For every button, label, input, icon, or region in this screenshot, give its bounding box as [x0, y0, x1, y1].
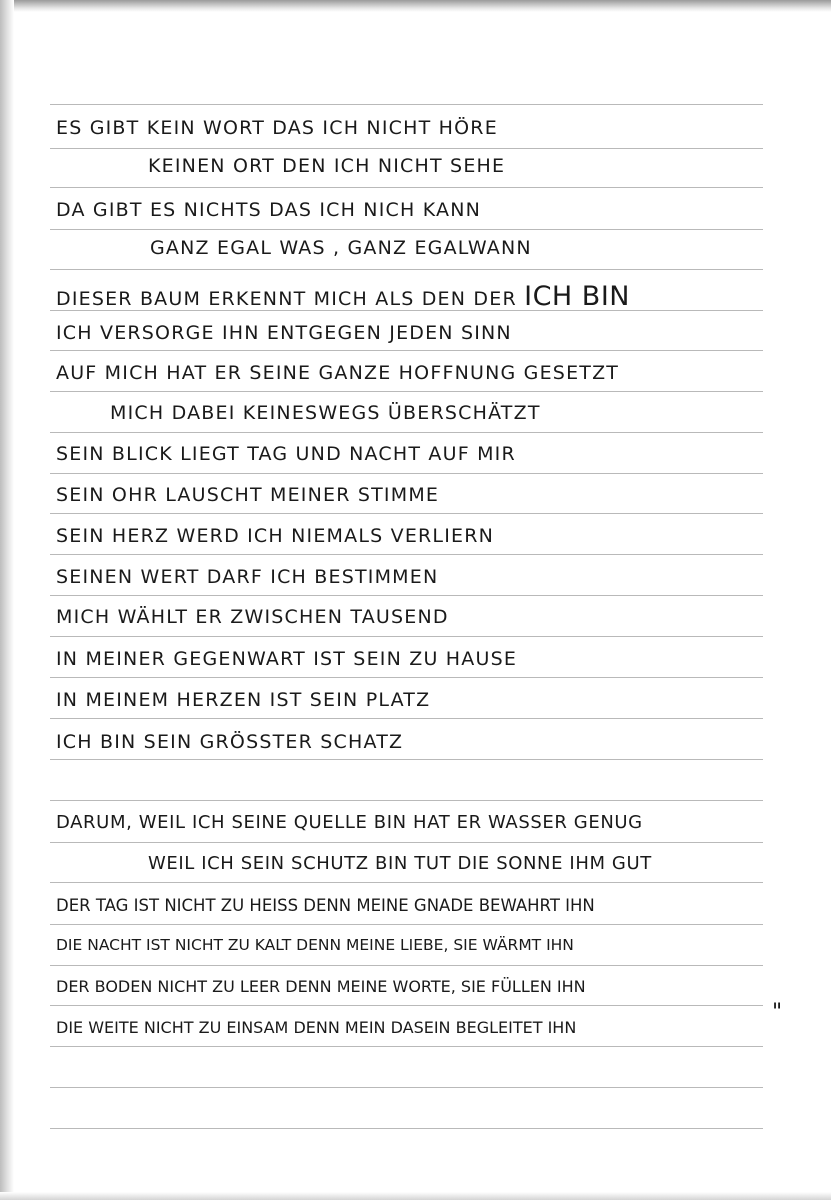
text-line	[56, 281, 630, 312]
ruled-line	[50, 595, 763, 596]
text-line: GANZ EGAL WAS , GANZ EGALWANN	[150, 237, 532, 259]
text-line-part: DIESER BAUM ERKENNT MICH ALS DEN DER	[56, 288, 517, 310]
ruled-line	[50, 636, 763, 637]
ruled-line	[50, 1005, 763, 1006]
text-line: AUF MICH HAT ER SEINE GANZE HOFFNUNG GESETZT	[56, 362, 620, 384]
page-bottom-edge	[0, 1192, 831, 1200]
ruled-line	[50, 800, 763, 801]
ruled-line	[50, 882, 763, 883]
ruled-line	[50, 269, 763, 270]
ruled-line	[50, 432, 763, 433]
ruled-line	[50, 842, 763, 843]
ruled-line	[50, 391, 763, 392]
text-line: ICH VERSORGE IHN ENTGEGEN JEDEN SINN	[56, 322, 512, 344]
text-line: DIE WEITE NICHT ZU EINSAM DENN MEIN DASEIN BEGLEITET IHN	[56, 1018, 577, 1037]
text-line: MICH DABEI KEINESWEGS ÜBERSCHÄTZT	[110, 402, 541, 424]
ruled-line	[50, 187, 763, 188]
ruled-line	[50, 513, 763, 514]
text-line: DER TAG IST NICHT ZU HEISS DENN MEINE GNADE BEWAHRT IHN	[56, 896, 595, 915]
text-line: IN MEINER GEGENWART IST SEIN ZU HAUSE	[56, 648, 518, 670]
ruled-line	[50, 965, 763, 966]
ruled-line	[50, 229, 763, 230]
ruled-line	[50, 104, 763, 105]
text-line: KEINEN ORT DEN ICH NICHT SEHE	[148, 155, 506, 177]
text-line: DIE NACHT IST NICHT ZU KALT DENN MEINE LIEBE, SIE WÄRMT IHN	[56, 936, 574, 954]
text-line: DA GIBT ES NICHTS DAS ICH NICH KANN	[56, 199, 482, 221]
closing-quote-mark: "	[772, 1000, 783, 1025]
ruled-line	[50, 924, 763, 925]
page-binding-edge	[0, 0, 14, 1200]
text-line: SEIN HERZ WERD ICH NIEMALS VERLIERN	[56, 525, 495, 547]
ruled-line	[50, 148, 763, 149]
ruled-line	[50, 1046, 763, 1047]
text-line: SEIN OHR LAUSCHT MEINER STIMME	[56, 484, 440, 506]
text-line-emphasis: ICH BIN	[524, 281, 630, 312]
ruled-line	[50, 759, 763, 760]
text-line: WEIL ICH SEIN SCHUTZ BIN TUT DIE SONNE IHM GUT	[148, 853, 652, 874]
text-line: SEIN BLICK LIEGT TAG UND NACHT AUF MIR	[56, 443, 516, 465]
ruled-line	[50, 1128, 763, 1129]
text-line: ES GIBT KEIN WORT DAS ICH NICHT HÖRE	[56, 117, 498, 139]
text-line: DARUM, WEIL ICH SEINE QUELLE BIN HAT ER WASSER GENUG	[56, 812, 643, 833]
text-line: DER BODEN NICHT ZU LEER DENN MEINE WORTE, SIE FÜLLEN IHN	[56, 977, 586, 996]
ruled-line	[50, 473, 763, 474]
ruled-line	[50, 1087, 763, 1088]
ruled-line	[50, 718, 763, 719]
ruled-line	[50, 350, 763, 351]
text-line: IN MEINEM HERZEN IST SEIN PLATZ	[56, 689, 431, 711]
text-line: SEINEN WERT DARF ICH BESTIMMEN	[56, 566, 439, 588]
page-top-shadow	[0, 0, 831, 12]
text-line: MICH WÄHLT ER ZWISCHEN TAUSEND	[56, 606, 449, 628]
ruled-line	[50, 677, 763, 678]
text-line: ICH BIN SEIN GRÖSSTER SCHATZ	[56, 731, 404, 753]
ruled-line	[50, 554, 763, 555]
